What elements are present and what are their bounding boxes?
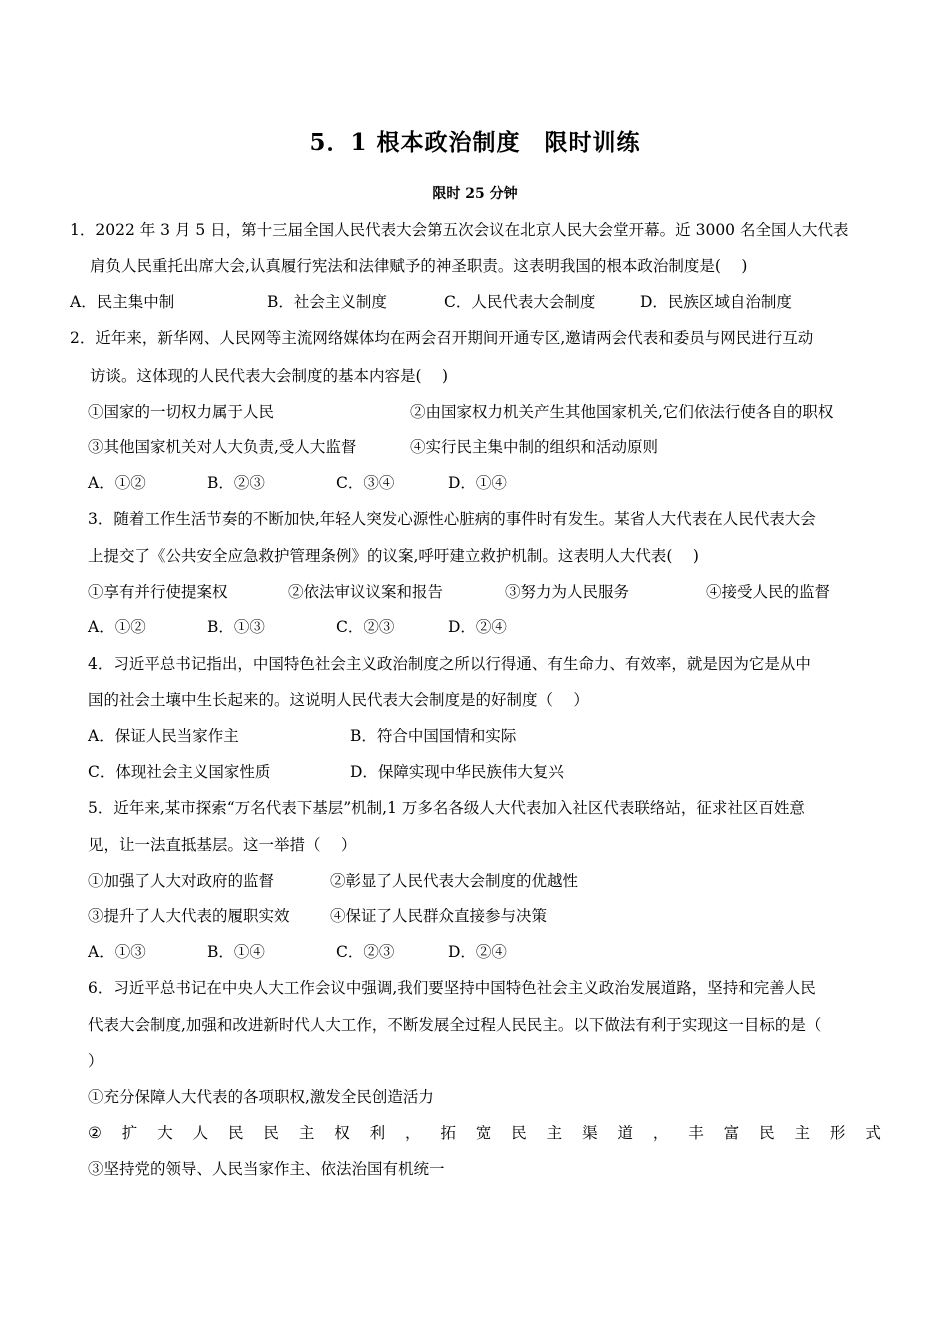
q6-item-2-char: 形 [829,1124,846,1142]
q4-option-b: B．符合中国国情和实际 [350,727,517,745]
q2-option-c: C．③④ [336,474,395,492]
q3-option-d: D．②④ [448,618,507,636]
q5-item-2: ②彰显了人民代表大会制度的优越性 [330,872,579,890]
q3-option-a: A．①② [88,618,146,636]
q6-item-2-char: 主 [546,1124,563,1142]
q6-stem-line3: ） [88,1052,104,1070]
q3-stem-line1: 3．随着工作生活节奏的不断加快,年轻人突发心源性心脏病的事件时有发生。某省人大代表在人民代表大会 [88,510,816,528]
q2-option-a: A．①② [88,474,146,492]
q6-item-2-char: 民 [228,1124,244,1142]
q2-item-2: ②由国家权力机关产生其他国家机关,它们依法行使各自的职权 [410,403,834,421]
q3-item-3: ③努力为人民服务 [505,583,630,601]
q1-option-d: D．民族区域自治制度 [640,293,792,311]
page-title: 5．1 根本政治制度 限时训练 [309,129,641,156]
q1-option-a: A．民主集中制 [70,293,175,311]
q6-item-3: ③坚持党的领导、人民当家作主、依法治国有机统一 [88,1160,445,1178]
q5-item-4: ④保证了人民群众直接参与决策 [330,907,548,925]
q6-item-2 [88,1122,881,1144]
q6-item-2-char: 权 [334,1124,350,1142]
q3-option-c: C．②③ [336,618,395,636]
q3-item-1: ①享有并行使提案权 [88,583,228,601]
q6-item-1: ①充分保障人大代表的各项职权,激发全民创造活力 [88,1088,434,1106]
q5-item-1: ①加强了人大对政府的监督 [88,872,275,890]
q1-stem-line1: 1．2022 年 3 月 5 日，第十三届全国人民代表大会第五次会议在北京人民大会堂开幕。近 3000 名全国人大代表 [70,221,849,239]
q6-item-2-char: 渠 [582,1124,598,1142]
q5-item-3: ③提升了人大代表的履职实效 [88,907,290,925]
q2-stem-line1: 2．近年来，新华网、人民网等主流网络媒体均在两会召开期间开通专区,邀请两会代表和委员与网民进行互动 [70,329,814,347]
q6-item-2-char: 扩 [121,1124,138,1142]
q4-option-c: C．体现社会主义国家性质 [88,763,271,781]
q3-option-b: B．①③ [207,618,265,636]
q1-option-b: B．社会主义制度 [267,293,387,311]
q3-item-2: ②依法审议议案和报告 [288,583,444,601]
q6-item-2-char: 大 [157,1124,173,1142]
q3-item-4: ④接受人民的监督 [706,583,831,601]
q6-item-2-char: 民 [263,1124,279,1142]
q6-item-2-char: 富 [723,1124,740,1142]
q6-item-2-char: 利 [369,1124,386,1142]
time-limit: 限时 25 分钟 [432,186,518,202]
q6-item-2-char: 宽 [475,1124,492,1142]
q5-option-b: B．①④ [207,943,265,961]
q4-stem-line2: 国的社会土壤中生长起来的。这说明人民代表大会制度是的好制度（ ） [88,691,589,709]
q6-stem-line2: 代表大会制度,加强和改进新时代人大工作，不断发展全过程人民民主。以下做法有利于实现这一目标的是（ [88,1016,822,1034]
q6-item-2-char: 民 [759,1124,775,1142]
q6-item-2-char: 主 [298,1124,315,1142]
q2-option-d: D．①④ [448,474,507,492]
q1-option-c: C．人民代表大会制度 [444,293,596,311]
q5-option-d: D．②④ [448,943,507,961]
q2-option-b: B．②③ [207,474,265,492]
q4-stem-line1: 4．习近平总书记指出，中国特色社会主义政治制度之所以行得通、有生命力、有效率，就是因为它是从中 [88,655,811,673]
q2-item-1: ①国家的一切权力属于人民 [88,403,275,421]
q4-option-a: A．保证人民当家作主 [88,727,239,745]
q6-item-2-char: ② [88,1124,102,1142]
q5-stem-line1: 5．近年来,某市探索“万名代表下基层”机制,1 万多名各级人大代表加入社区代表联络站，征求社区百姓意 [88,799,805,817]
q2-item-4: ④实行民主集中制的组织和活动原则 [410,438,659,456]
q6-item-2-char: 式 [865,1124,881,1142]
q6-item-2-char: 人 [192,1124,209,1142]
q1-stem-line2: 肩负人民重托出席大会,认真履行宪法和法律赋予的神圣职责。这表明我国的根本政治制度是( ) [90,257,748,275]
q6-item-2-char: 民 [511,1124,527,1142]
q2-stem-line2: 访谈。这体现的人民代表大会制度的基本内容是( ) [90,367,449,385]
q4-option-d: D．保障实现中华民族伟大复兴 [350,763,564,781]
q5-option-a: A．①③ [88,943,146,961]
q3-stem-line2: 上提交了《公共安全应急救护管理条例》的议案,呼吁建立救护机制。这表明人大代表( ) [88,547,699,565]
q6-item-2-char: 丰 [688,1124,704,1142]
q6-stem-line1: 6．习近平总书记在中央人大工作会议中强调,我们要坚持中国特色社会主义政治发展道路，坚持和完善人民 [88,979,816,997]
q6-item-2-char: 拓 [440,1124,456,1142]
q5-option-c: C．②③ [336,943,395,961]
q6-item-2-char: ， [652,1124,669,1142]
q2-item-3: ③其他国家机关对人大负责,受人大监督 [88,438,357,456]
q5-stem-line2: 见，让一法直抵基层。这一举措（ ） [88,836,357,854]
q6-item-2-char: ， [405,1124,421,1142]
q6-item-2-char: 道 [617,1124,633,1142]
q6-item-2-char: 主 [794,1124,811,1142]
